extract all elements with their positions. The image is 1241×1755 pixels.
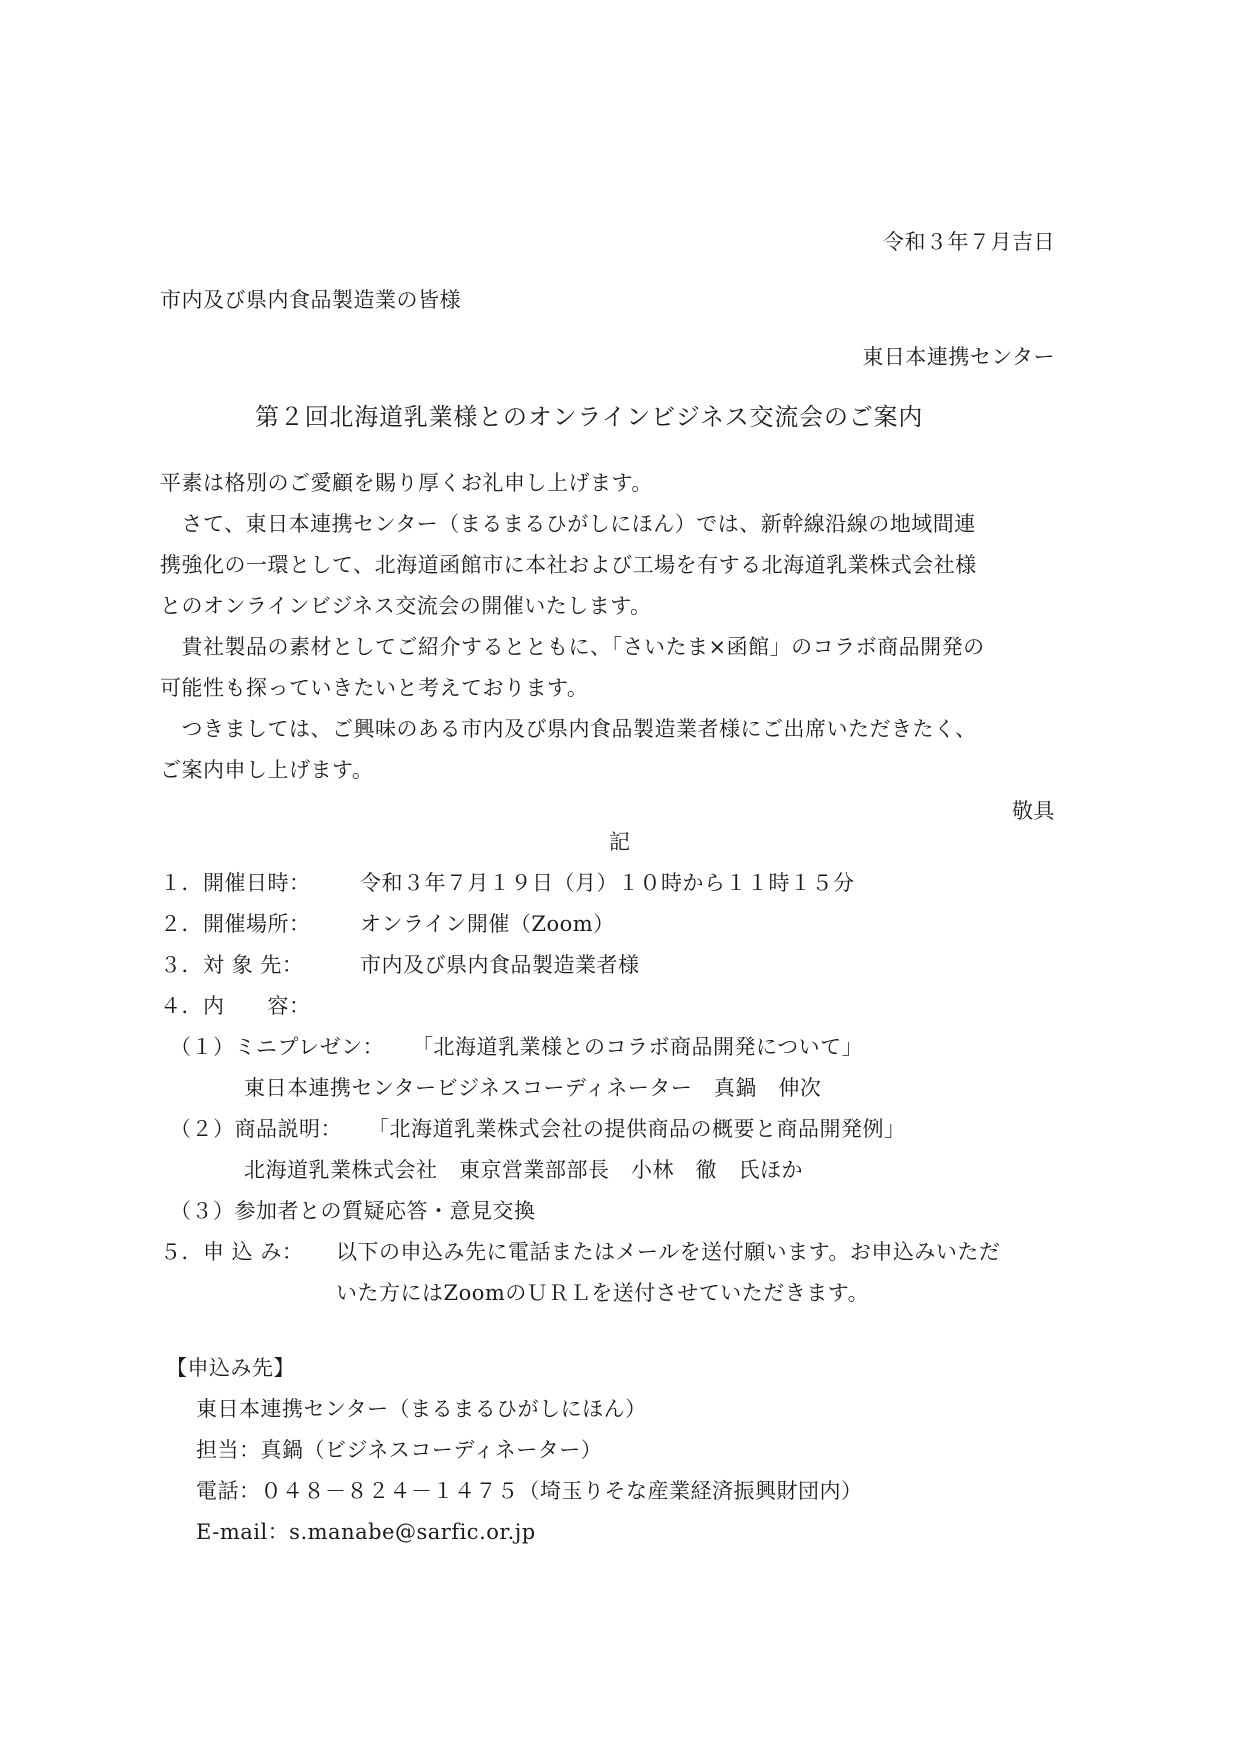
item1-label: １．開催日時： (160, 871, 311, 895)
item5-value-line-2: いた方にはZoomのＵＲＬを送付させていただきます。 (336, 1281, 870, 1305)
document-date: 令和３年７月吉日 (883, 230, 1055, 254)
item2-label: ２．開催場所： (160, 912, 311, 936)
item4-label: ４．内 容： (160, 994, 311, 1018)
contact-org: 東日本連携センター（まるまるひがしにほん） (196, 1397, 647, 1421)
contact-email: E-mail：s.manabe@sarfic.or.jp (196, 1520, 536, 1544)
sub1-value: 「北海道乳業様とのコラボ商品開発について」 (412, 1035, 864, 1059)
sub1-presenter: 東日本連携センタービジネスコーディネーター 真鍋 伸次 (244, 1076, 822, 1100)
body-line-4: とのオンラインビジネス交流会の開催いたします。 (160, 594, 652, 618)
item5-value-line-1: 以下の申込み先に電話またはメールを送付願います。お申込みいただ (336, 1240, 1001, 1264)
body-line-2: さて、東日本連携センター（まるまるひがしにほん）では、新幹線沿線の地域間連 (160, 512, 976, 536)
sub2-presenter: 北海道乳業株式会社 東京営業部部長 小林 徹 氏ほか (244, 1158, 803, 1182)
body-line-1: 平素は格別のご愛顧を賜り厚くお礼申し上げます。 (160, 471, 653, 495)
item3-value: 市内及び県内食品製造業者様 (360, 953, 640, 977)
body-line-7: つきましては、ご興味のある市内及び県内食品製造業者様にご出席いただきたく、 (160, 717, 977, 741)
sub2-value: 「北海道乳業株式会社の提供商品の概要と商品開発例」 (368, 1117, 906, 1141)
body-line-5: 貴社製品の素材としてご紹介するとともに、「さいたま×函館」のコラボ商品開発の (160, 635, 985, 659)
document-title: 第２回北海道乳業様とのオンラインビジネス交流会のご案内 (255, 403, 924, 431)
ki-heading: 記 (609, 830, 631, 854)
item3-label: ３．対 象 先： (160, 953, 304, 977)
item2-value: オンライン開催（Zoom） (360, 912, 615, 936)
body-line-6: 可能性も探っていきたいと考えております。 (160, 676, 589, 700)
contact-phone: 電話：０４８－８２４－１４７５（埼玉りそな産業経済振興財団内） (196, 1479, 863, 1503)
sub1-label: （１）ミニプレゼン： (170, 1035, 385, 1059)
body-line-8: ご案内申し上げます。 (160, 758, 374, 782)
sender-line: 東日本連携センター (862, 345, 1055, 369)
sub2-label: （２）商品説明： (170, 1117, 342, 1141)
sub3-line: （３）参加者との質疑応答・意見交換 (170, 1199, 536, 1223)
closing-keigu: 敬具 (1012, 799, 1055, 823)
contact-heading: 【申込み先】 (166, 1356, 295, 1380)
contact-person: 担当：真鍋（ビジネスコーディネーター） (196, 1438, 603, 1462)
recipient-line: 市内及び県内食品製造業の皆様 (160, 288, 461, 312)
body-line-3: 携強化の一環として、北海道函館市に本社および工場を有する北海道乳業株式会社様 (160, 553, 977, 577)
item5-label: ５．申 込 み： (160, 1240, 304, 1264)
item1-value: 令和３年７月１９日（月）１０時から１１時１５分 (360, 871, 855, 895)
